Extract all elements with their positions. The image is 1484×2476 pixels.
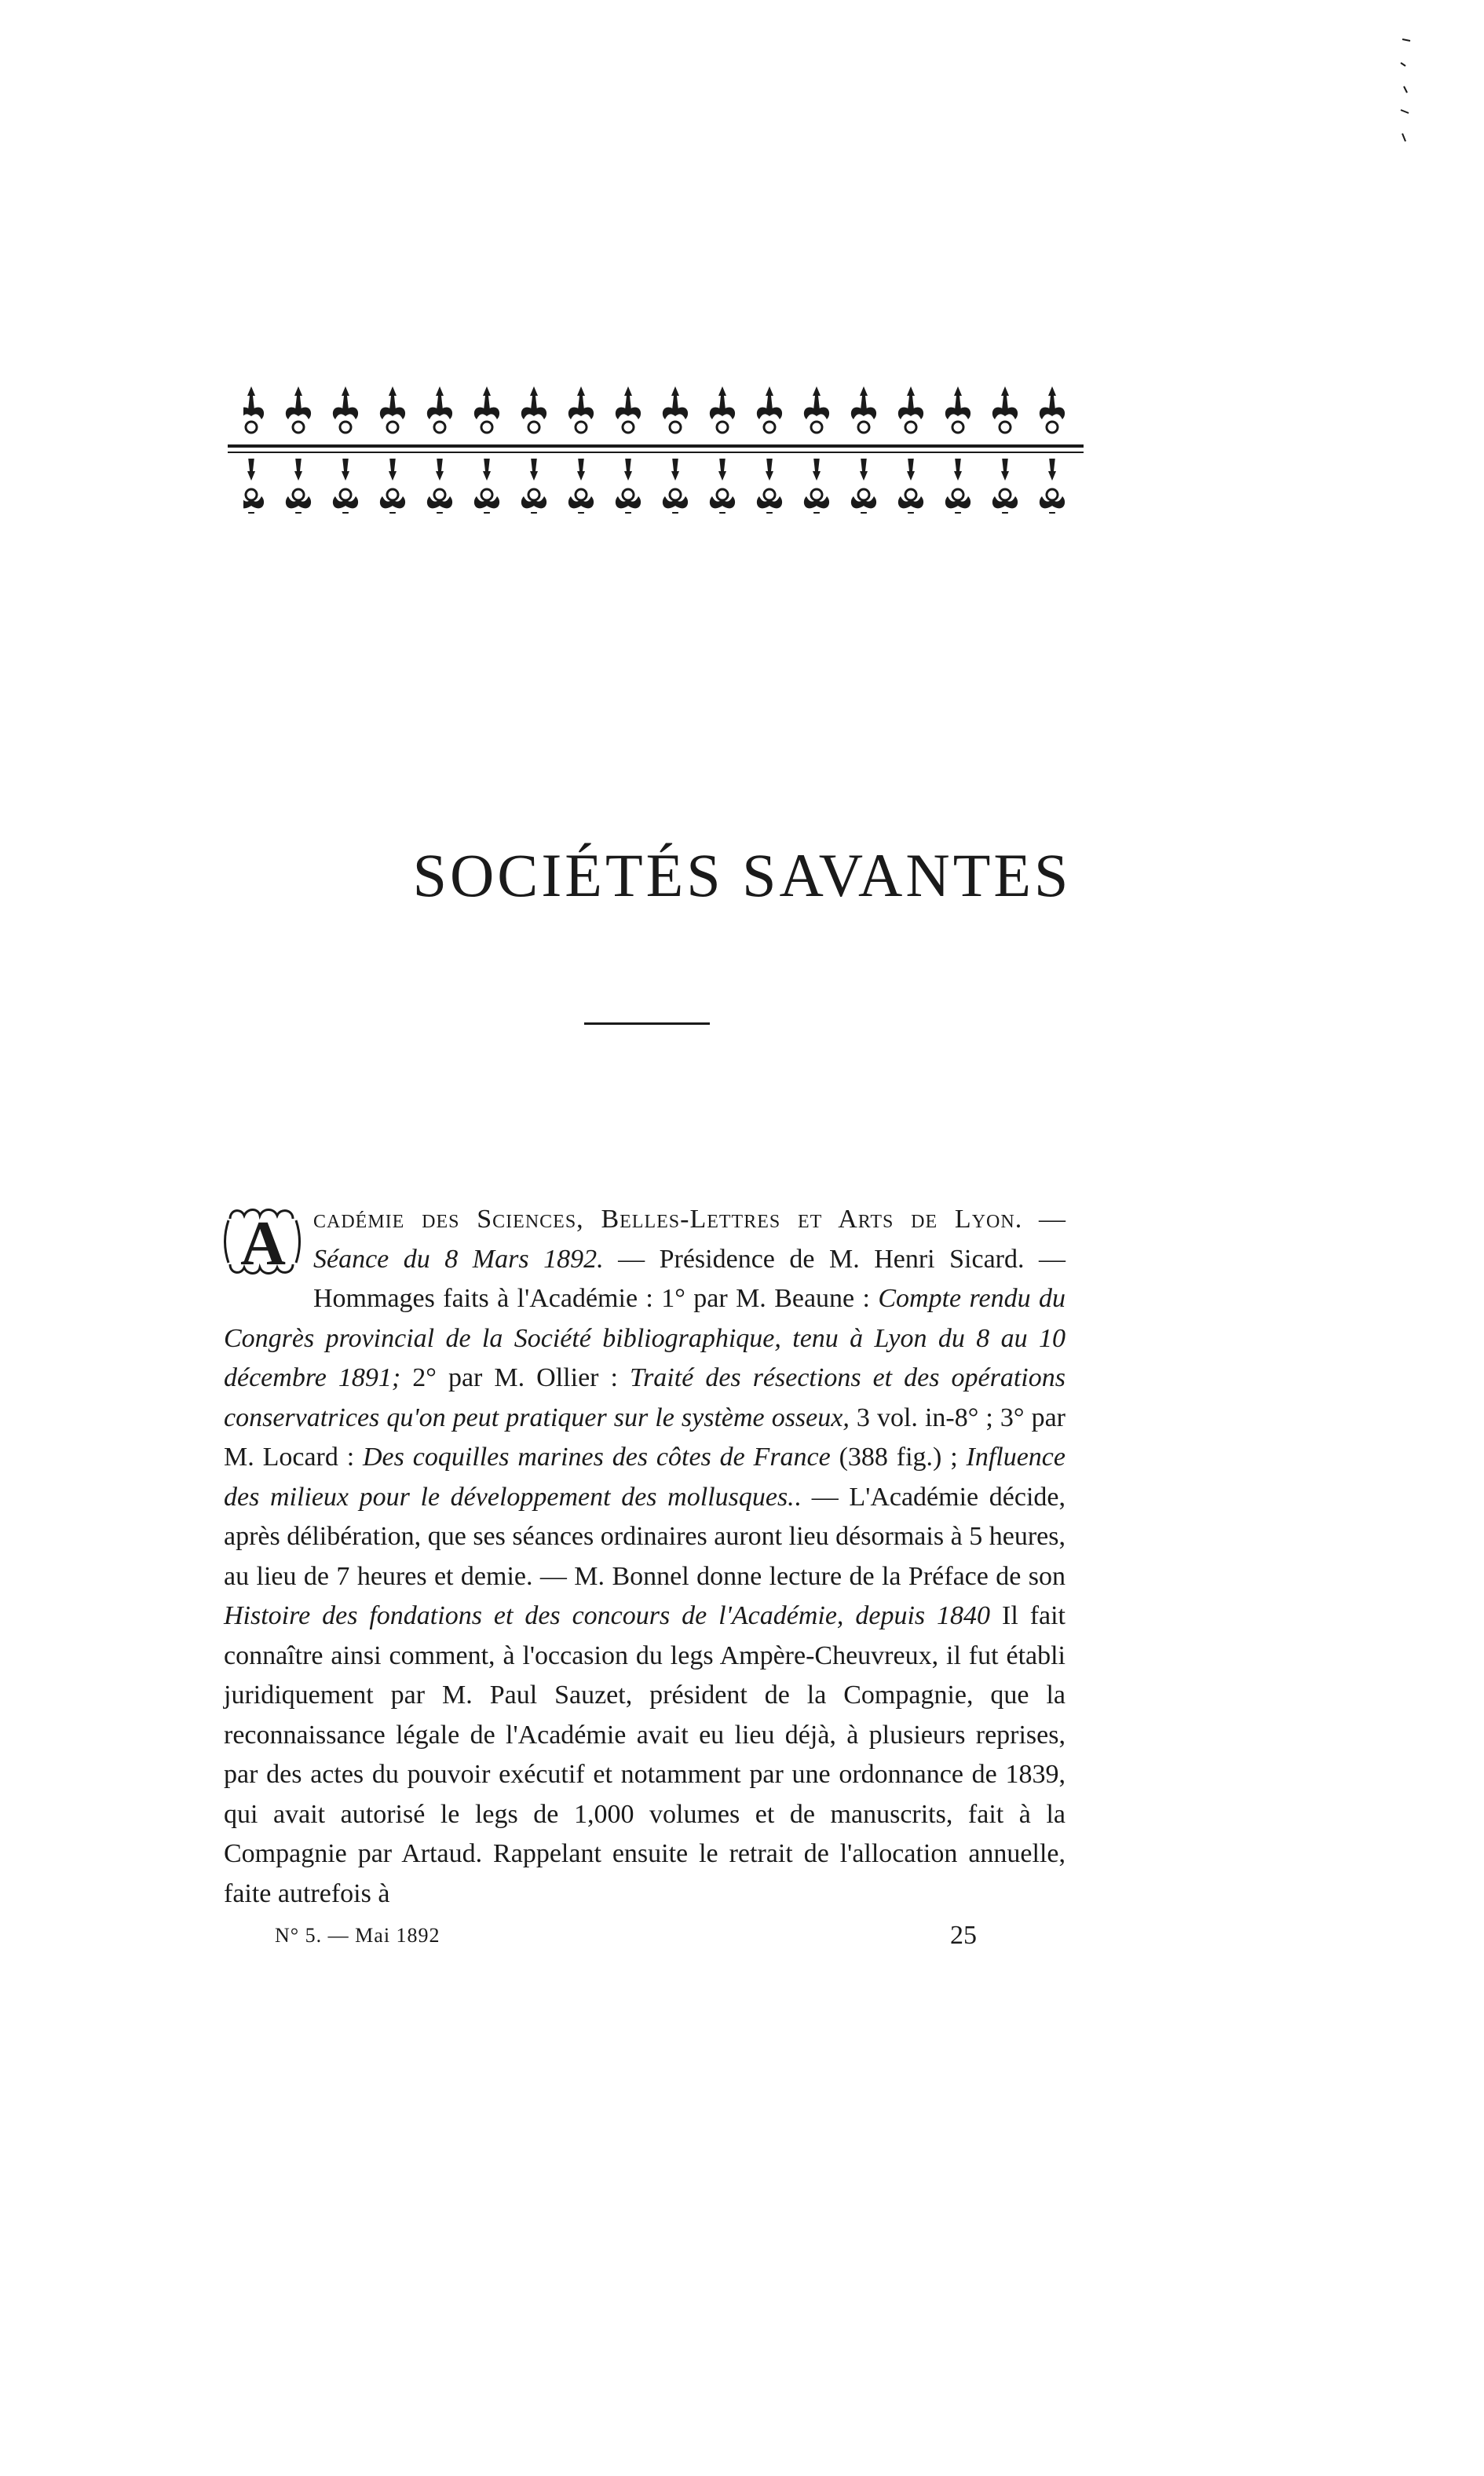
drop-cap-letter: A (240, 1209, 286, 1278)
page-number: 25 (950, 1921, 977, 1950)
text-segment-5: . — L'Académie décide, après délibération, que ses séances ordinaires auront lieu désormais à 5 heures, au lieu de 7 heures et demie. — M. Bonnel donne lecture de la Préface de son (224, 1482, 1065, 1591)
text-segment-2: 2° par M. Ollier : (400, 1363, 631, 1392)
decorative-ornament-band (228, 377, 1084, 526)
dash: — (1022, 1205, 1065, 1234)
section-title: SOCIÉTÉS SAVANTES (412, 841, 1072, 909)
work-title-3: Des coquilles marines des côtes de France (363, 1443, 831, 1472)
text-segment-6: Il fait connaître ainsi comment, à l'occasion du legs Ampère-Cheuvreux, il fut établi juridiquement par M. Paul Sauzet, président de la Compagnie, que la reconnaissance légale de l'Académie avait eu lieu déjà, à plusieurs reprises, par des actes du pouvoir exécutif et notamment par une ordonnance de 1839, qui avait autorisé le legs de 1,000 volumes et de manuscrits, fait à la Compagnie par Artaud. Rappelant ensuite le retrait de l'allocation annuelle, faite autrefois à (224, 1601, 1065, 1908)
text-segment-1: — Présidence de M. Henri Sicard. — Hommages faits à l'Académie : 1° par M. Beaune : (313, 1244, 1066, 1313)
title-divider (584, 1022, 710, 1025)
work-title-5: Histoire des fondations et des concours de l'Académie, depuis 1840 (224, 1601, 991, 1630)
session-date: Séance du 8 Mars 1892. (313, 1244, 604, 1274)
text-segment-3: 3 vol. in-8° ; 3° par M. Locard : (224, 1403, 1065, 1472)
margin-marks-decoration (1396, 31, 1420, 157)
issue-footer: N° 5. — Mai 1892 (275, 1924, 440, 1947)
text-segment-4: (388 fig.) ; (830, 1443, 967, 1472)
academy-heading: cadémie des Sciences, Belles-Lettres et Arts de Lyon. (313, 1205, 1023, 1234)
work-title-4: Influence des milieux pour le développement des mollusques. (224, 1443, 1065, 1512)
work-title-2: Traité des résections et des opérations conservatrices qu'on peut pratiquer sur le système osseux, (224, 1363, 1065, 1432)
ornamental-drop-cap (224, 1203, 305, 1280)
article-paragraph (224, 1200, 1065, 1914)
work-title-1: Compte rendu du Congrès provincial de la Société bibliographique, tenu à Lyon du 8 au 10 décembre 1891; (224, 1284, 1065, 1392)
